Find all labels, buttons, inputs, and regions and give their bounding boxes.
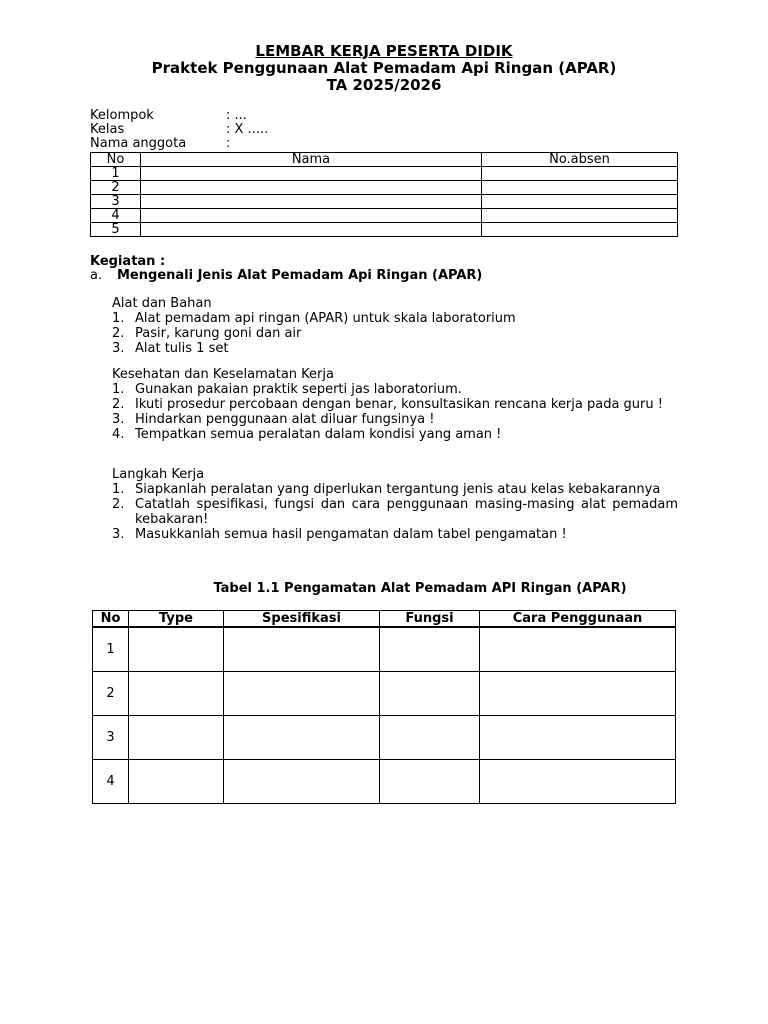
- member-absen-cell[interactable]: [482, 195, 678, 209]
- member-no: 1: [91, 167, 141, 181]
- anggota-label: Nama anggota: [90, 136, 187, 151]
- kelas-value: : X .....: [226, 122, 269, 137]
- obs-no: 2: [93, 672, 129, 716]
- list-item: 3. Masukkanlah semua hasil pengamatan dalam tabel pengamatan !: [112, 527, 567, 542]
- member-absen-cell[interactable]: [482, 223, 678, 237]
- alat-bahan-list: [112, 311, 678, 356]
- anggota-row: [90, 137, 390, 151]
- kelompok-row: [90, 109, 390, 123]
- member-no: 4: [91, 209, 141, 223]
- obs-cara-cell[interactable]: [480, 716, 676, 760]
- langkah-title: Langkah Kerja: [112, 467, 205, 482]
- obs-header-cara: Cara Penggunaan: [480, 611, 676, 628]
- obs-type-cell[interactable]: [129, 627, 224, 672]
- obs-cara-cell[interactable]: [480, 627, 676, 672]
- kelompok-label: Kelompok: [90, 108, 154, 123]
- alat-bahan-title: Alat dan Bahan: [112, 296, 212, 311]
- k3-title: Kesehatan dan Keselamatan Kerja: [112, 367, 334, 382]
- observation-header-row: [93, 611, 676, 628]
- list-item: 1. Gunakan pakaian praktik seperti jas laboratorium.: [112, 382, 462, 397]
- member-name-cell[interactable]: [141, 195, 482, 209]
- member-absen-cell[interactable]: [482, 181, 678, 195]
- member-name-cell[interactable]: [141, 181, 482, 195]
- langkah-section: [112, 467, 678, 542]
- obs-spesifikasi-cell[interactable]: [224, 716, 380, 760]
- worksheet-title: LEMBAR KERJA PESERTA DIDIK: [255, 42, 513, 60]
- obs-cara-cell[interactable]: [480, 672, 676, 716]
- activity-letter: a.: [90, 268, 103, 283]
- obs-header-spesifikasi: Spesifikasi: [224, 611, 380, 628]
- list-item: 1. Siapkanlah peralatan yang diperlukan tergantung jenis atau kelas kebakarannya: [112, 482, 661, 497]
- obs-type-cell[interactable]: [129, 760, 224, 804]
- obs-spesifikasi-cell[interactable]: [224, 672, 380, 716]
- member-absen-cell[interactable]: [482, 167, 678, 181]
- member-name-cell[interactable]: [141, 167, 482, 181]
- table-row: [93, 716, 676, 760]
- members-header-row: [91, 153, 678, 167]
- obs-fungsi-cell[interactable]: [380, 760, 480, 804]
- obs-spesifikasi-cell[interactable]: [224, 627, 380, 672]
- list-item: 4. Tempatkan semua peralatan dalam kondisi yang aman !: [112, 427, 502, 442]
- member-no: 5: [91, 223, 141, 237]
- list-item: 2. Catatlah spesifikasi, fungsi dan cara penggunaan masing-masing alat pemadam kebakaran!: [112, 497, 678, 527]
- members-header-absen: No.absen: [482, 153, 678, 167]
- list-item: 2. Ikuti prosedur percobaan dengan benar, konsultasikan rencana kerja pada guru !: [112, 397, 663, 412]
- k3-list: [112, 382, 678, 442]
- anggota-value: :: [226, 136, 231, 151]
- members-header-no: No: [91, 153, 141, 167]
- table-row: [93, 672, 676, 716]
- obs-no: 1: [93, 627, 129, 672]
- kelas-label: Kelas: [90, 122, 125, 137]
- table-row: [91, 181, 678, 195]
- kegiatan-label: Kegiatan :: [90, 254, 166, 269]
- k3-section: [112, 367, 678, 442]
- members-header-nama: Nama: [141, 153, 482, 167]
- worksheet-subtitle: Praktek Penggunaan Alat Pemadam Api Ringan (APAR): [151, 59, 617, 77]
- activity-heading: [90, 268, 680, 283]
- langkah-list: [112, 482, 678, 542]
- obs-spesifikasi-cell[interactable]: [224, 760, 380, 804]
- academic-year: TA 2025/2026: [326, 76, 442, 94]
- obs-cara-cell[interactable]: [480, 760, 676, 804]
- activity-title: Mengenali Jenis Alat Pemadam Api Ringan (APAR): [117, 268, 483, 283]
- member-no: 2: [91, 181, 141, 195]
- table-row: [91, 167, 678, 181]
- member-name-cell[interactable]: [141, 209, 482, 223]
- obs-type-cell[interactable]: [129, 716, 224, 760]
- table-row: [93, 760, 676, 804]
- obs-no: 4: [93, 760, 129, 804]
- table-row: [91, 209, 678, 223]
- kelompok-value: : ...: [226, 108, 247, 123]
- group-info: [90, 109, 390, 151]
- obs-header-fungsi: Fungsi: [380, 611, 480, 628]
- members-table: [90, 152, 678, 237]
- obs-type-cell[interactable]: [129, 672, 224, 716]
- table-row: [91, 223, 678, 237]
- obs-header-no: No: [93, 611, 129, 628]
- obs-fungsi-cell[interactable]: [380, 716, 480, 760]
- list-item: 2. Pasir, karung goni dan air: [112, 326, 302, 341]
- kelas-row: [90, 123, 390, 137]
- list-item: 3. Alat tulis 1 set: [112, 341, 229, 356]
- member-absen-cell[interactable]: [482, 209, 678, 223]
- table-row: [93, 627, 676, 672]
- obs-fungsi-cell[interactable]: [380, 627, 480, 672]
- list-item: 1. Alat pemadam api ringan (APAR) untuk skala laboratorium: [112, 311, 516, 326]
- member-name-cell[interactable]: [141, 223, 482, 237]
- obs-fungsi-cell[interactable]: [380, 672, 480, 716]
- obs-header-type: Type: [129, 611, 224, 628]
- observation-table: [92, 610, 676, 804]
- observation-table-caption: Tabel 1.1 Pengamatan Alat Pemadam API Ringan (APAR): [213, 581, 627, 596]
- table-row: [91, 195, 678, 209]
- alat-bahan-section: [112, 296, 678, 356]
- member-no: 3: [91, 195, 141, 209]
- obs-no: 3: [93, 716, 129, 760]
- list-item: 3. Hindarkan penggunaan alat diluar fungsinya !: [112, 412, 435, 427]
